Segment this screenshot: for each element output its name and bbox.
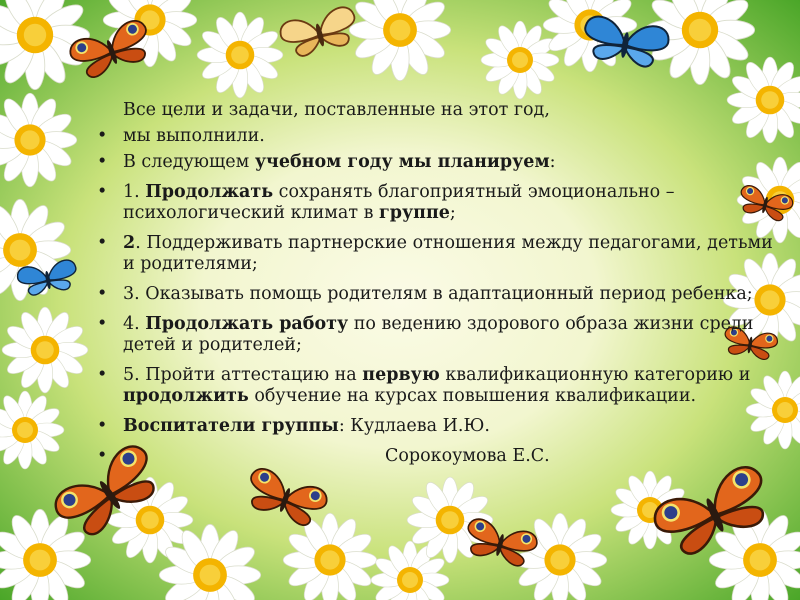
text-run: 5. Пройти аттестацию на xyxy=(123,365,363,385)
bullet-marker: • xyxy=(97,416,108,436)
bullet-marker: • xyxy=(97,152,108,172)
yellow-butterfly-icon xyxy=(278,5,361,61)
bullet-marker: • xyxy=(97,314,108,334)
bold-text: 2 xyxy=(123,233,136,253)
list-item-text xyxy=(123,416,490,436)
list-item-text xyxy=(123,314,753,355)
list-item-text xyxy=(123,284,753,304)
text-run: : Кудлаева И.Ю. xyxy=(338,416,490,436)
bold-text: группе xyxy=(379,203,450,223)
text-run: Все цели и задачи, поставленные на этот год, xyxy=(123,100,550,120)
text-run: 4. xyxy=(123,314,146,334)
bullet-list xyxy=(95,100,775,467)
text-run: сохранять благоприятный эмоционально – психологический климат в xyxy=(123,182,675,223)
text-run: : xyxy=(549,152,556,172)
bullet-marker: • xyxy=(97,446,108,466)
text-run: ; xyxy=(449,203,456,223)
text-run: Сорокоумова Е.С. xyxy=(385,446,550,466)
text-box xyxy=(95,100,775,472)
bold-text: Продолжать xyxy=(145,182,274,202)
list-item-text xyxy=(123,152,556,172)
bullet-marker: • xyxy=(97,126,108,146)
text-run: квалификационную категорию и xyxy=(439,365,751,385)
list-item xyxy=(95,365,775,407)
list-item xyxy=(95,126,775,147)
text-run: В следующем xyxy=(123,152,255,172)
text-run: по ведению здорового образа жизни среди детей и родителей; xyxy=(123,314,754,355)
list-item xyxy=(95,100,775,121)
text-run: . Поддерживать партнерские отношения между педагогами, детьми и родителями; xyxy=(123,233,773,274)
list-item-text xyxy=(123,126,265,146)
bullet-marker: • xyxy=(97,182,108,202)
bold-text: продолжить xyxy=(123,386,249,406)
bullet-marker: • xyxy=(97,365,108,385)
bold-text: Продолжать работу xyxy=(145,314,349,334)
list-item-text xyxy=(123,182,675,223)
list-item xyxy=(95,233,775,275)
list-item xyxy=(95,182,775,224)
bullet-marker: • xyxy=(97,233,108,253)
list-item-text xyxy=(123,100,550,120)
list-item-text xyxy=(123,446,550,466)
list-item xyxy=(95,314,775,356)
text-run: 3. Оказывать помощь родителям в адаптационный период ребенка; xyxy=(123,284,753,304)
bullet-marker: • xyxy=(97,284,108,304)
text-run: 1. xyxy=(123,182,146,202)
text-run: обучение на курсах повышения квалификации. xyxy=(248,386,697,406)
bold-text: Воспитатели группы xyxy=(123,416,339,436)
list-item xyxy=(95,284,775,305)
bold-text: первую xyxy=(362,365,440,385)
list-item-text xyxy=(123,233,773,274)
bold-text: учебном году мы планируем xyxy=(254,152,550,172)
text-run: мы выполнили. xyxy=(123,126,265,146)
list-item xyxy=(95,152,775,173)
list-item-text xyxy=(123,365,750,406)
list-item xyxy=(95,446,775,467)
list-item xyxy=(95,416,775,437)
